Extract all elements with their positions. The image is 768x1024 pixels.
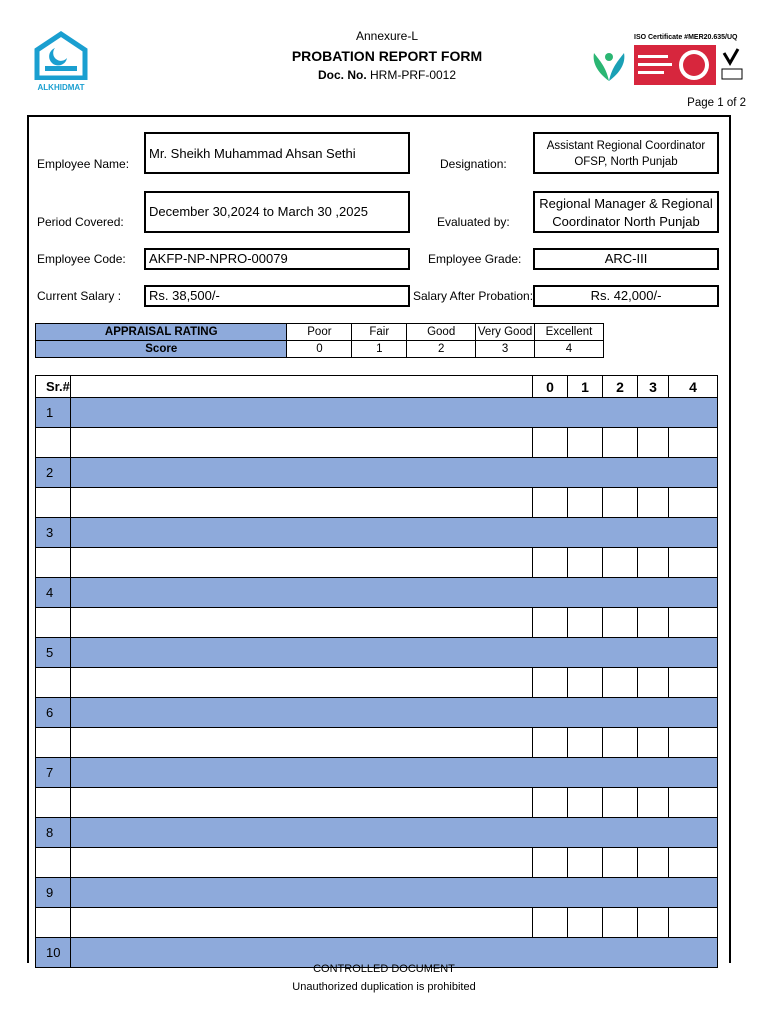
item-criteria [70, 638, 717, 668]
score-header: 4 [669, 376, 718, 398]
item-number: 2 [36, 458, 71, 488]
item-number: 6 [36, 698, 71, 728]
rating-level: Fair [352, 324, 407, 341]
item-number: 3 [36, 518, 71, 548]
employee-grade-field[interactable]: ARC-III [533, 248, 719, 270]
form-title: PROBATION REPORT FORM [291, 48, 483, 64]
score-cell-1[interactable] [568, 668, 603, 698]
score-cell-2[interactable] [603, 848, 638, 878]
score-cell-0[interactable] [533, 548, 568, 578]
score-label: Score [36, 341, 287, 358]
iso-badge [634, 45, 744, 85]
score-cell-1[interactable] [568, 908, 603, 938]
item-blank-cell [36, 848, 71, 878]
score-cell-2[interactable] [603, 788, 638, 818]
item-blank-cell [36, 668, 71, 698]
score-cell-3[interactable] [638, 668, 669, 698]
score-cell-0[interactable] [533, 728, 568, 758]
item-number: 9 [36, 878, 71, 908]
item-blank-cell [36, 728, 71, 758]
item-score-row [36, 848, 718, 878]
doc-number [230, 68, 544, 82]
item-section-row [36, 398, 718, 428]
score-cell-1[interactable] [568, 488, 603, 518]
score-cell-3[interactable] [638, 428, 669, 458]
score-cell-3[interactable] [638, 488, 669, 518]
score-cell-2[interactable] [603, 908, 638, 938]
score-cell-4[interactable] [669, 428, 718, 458]
item-score-row [36, 668, 718, 698]
item-blank-cell [36, 908, 71, 938]
employee-code-field[interactable]: AKFP-NP-NPRO-00079 [144, 248, 410, 270]
item-section-row [36, 818, 718, 848]
item-criteria [70, 698, 717, 728]
score-header: 2 [603, 376, 638, 398]
item-section-row [36, 578, 718, 608]
alkhidmat-logo [33, 30, 89, 92]
rating-score: 1 [352, 341, 407, 358]
employee-name-label: Employee Name: [37, 157, 130, 171]
annexure-label: Annexure-L [355, 29, 419, 43]
partner-logo-icon [588, 45, 630, 87]
score-cell-4[interactable] [669, 548, 718, 578]
rating-score: 2 [407, 341, 476, 358]
item-score-row [36, 428, 718, 458]
page-number: Page 1 of 2 [687, 97, 746, 109]
rating-score: 3 [476, 341, 535, 358]
score-cell-4[interactable] [669, 908, 718, 938]
item-criteria [70, 818, 717, 848]
score-cell-1[interactable] [568, 548, 603, 578]
period-covered-field[interactable]: December 30,2024 to March 30 ,2025 [144, 191, 410, 233]
item-section-row [36, 878, 718, 908]
item-criteria [70, 458, 717, 488]
score-cell-0[interactable] [533, 488, 568, 518]
footer-duplication: Unauthorized duplication is prohibited [292, 981, 476, 993]
item-description-cell[interactable] [70, 728, 532, 758]
score-cell-3[interactable] [638, 548, 669, 578]
item-blank-cell [36, 608, 71, 638]
item-score-row [36, 788, 718, 818]
score-cell-3[interactable] [638, 608, 669, 638]
iso-certificate-text: ISO Certificate #MER20.635/UQ [634, 34, 738, 41]
bureau-veritas-icon [634, 45, 744, 85]
score-header: 0 [533, 376, 568, 398]
salary-after-probation-field[interactable]: Rs. 42,000/- [533, 285, 719, 307]
score-cell-1[interactable] [568, 728, 603, 758]
score-cell-4[interactable] [669, 668, 718, 698]
current-salary-label: Current Salary : [37, 289, 122, 303]
item-description-cell[interactable] [70, 428, 532, 458]
item-criteria [70, 518, 717, 548]
item-section-row [36, 458, 718, 488]
sr-header: Sr.# [36, 376, 71, 398]
rating-level: Good [407, 324, 476, 341]
item-score-row [36, 728, 718, 758]
item-score-row [36, 608, 718, 638]
item-description-cell[interactable] [70, 908, 532, 938]
item-section-row [36, 758, 718, 788]
period-label: Period Covered: [37, 215, 124, 229]
score-cell-0[interactable] [533, 848, 568, 878]
salary-after-probation-label: Salary After Probation: [413, 289, 534, 303]
item-number: 10 [36, 938, 71, 968]
score-cell-1[interactable] [568, 428, 603, 458]
score-cell-0[interactable] [533, 428, 568, 458]
score-cell-4[interactable] [669, 728, 718, 758]
score-header: 3 [638, 376, 669, 398]
item-section-row [36, 698, 718, 728]
score-cell-3[interactable] [638, 908, 669, 938]
item-blank-cell [36, 548, 71, 578]
score-cell-2[interactable] [603, 428, 638, 458]
employee-name-field[interactable]: Mr. Sheikh Muhammad Ahsan Sethi [144, 132, 410, 174]
item-criteria [70, 578, 717, 608]
item-description-cell[interactable] [70, 608, 532, 638]
score-cell-1[interactable] [568, 848, 603, 878]
footer-controlled: CONTROLLED DOCUMENT [313, 963, 455, 975]
item-description-cell[interactable] [70, 548, 532, 578]
item-blank-cell [36, 488, 71, 518]
appraisal-rating-title: APPRAISAL RATING [36, 324, 287, 341]
evaluated-by-label: Evaluated by: [437, 215, 510, 229]
item-section-row [36, 638, 718, 668]
score-cell-0[interactable] [533, 668, 568, 698]
item-description-cell[interactable] [70, 488, 532, 518]
score-cell-2[interactable] [603, 608, 638, 638]
score-cell-0[interactable] [533, 788, 568, 818]
rating-level: Excellent [535, 324, 604, 341]
item-blank-cell [36, 428, 71, 458]
item-number: 5 [36, 638, 71, 668]
item-number: 8 [36, 818, 71, 848]
score-cell-0[interactable] [533, 608, 568, 638]
rating-level: Poor [287, 324, 352, 341]
item-number: 4 [36, 578, 71, 608]
score-cell-2[interactable] [603, 728, 638, 758]
score-header: 1 [568, 376, 603, 398]
score-cell-4[interactable] [669, 608, 718, 638]
logo-text: ALKHIDMAT [37, 83, 85, 92]
item-section-row [36, 518, 718, 548]
partner-logo [588, 45, 630, 87]
appraisal-rating-table [35, 323, 604, 358]
score-cell-4[interactable] [669, 848, 718, 878]
item-description-cell[interactable] [70, 668, 532, 698]
doc-number-label: Doc. No. [317, 68, 367, 82]
current-salary-field[interactable]: Rs. 38,500/- [144, 285, 410, 307]
designation-field[interactable]: Assistant Regional Coordinator OFSP, North Punjab [533, 132, 719, 174]
rating-score: 4 [535, 341, 604, 358]
score-cell-4[interactable] [669, 488, 718, 518]
employee-grade-label: Employee Grade: [428, 252, 522, 266]
doc-number-value: HRM-PRF-0012 [370, 68, 457, 82]
score-cell-3[interactable] [638, 848, 669, 878]
item-description-cell[interactable] [70, 848, 532, 878]
item-criteria [70, 398, 717, 428]
criteria-header [70, 376, 532, 398]
score-cell-1[interactable] [568, 608, 603, 638]
evaluated-by-field[interactable]: Regional Manager & Regional Coordinator North Punjab [533, 191, 719, 233]
item-criteria [70, 758, 717, 788]
evaluation-items-table [35, 375, 718, 968]
alkhidmat-logo-icon [33, 30, 89, 80]
item-score-row [36, 908, 718, 938]
score-cell-2[interactable] [603, 668, 638, 698]
item-score-row [36, 488, 718, 518]
item-blank-cell [36, 788, 71, 818]
item-description-cell[interactable] [70, 788, 532, 818]
item-score-row [36, 548, 718, 578]
score-cell-2[interactable] [603, 548, 638, 578]
item-number: 7 [36, 758, 71, 788]
score-cell-4[interactable] [669, 788, 718, 818]
rating-score: 0 [287, 341, 352, 358]
score-cell-2[interactable] [603, 488, 638, 518]
rating-level: Very Good [476, 324, 535, 341]
designation-label: Designation: [440, 157, 507, 171]
item-number: 1 [36, 398, 71, 428]
score-cell-0[interactable] [533, 908, 568, 938]
score-cell-3[interactable] [638, 728, 669, 758]
item-criteria [70, 878, 717, 908]
score-cell-1[interactable] [568, 788, 603, 818]
score-cell-3[interactable] [638, 788, 669, 818]
employee-code-label: Employee Code: [37, 252, 126, 266]
